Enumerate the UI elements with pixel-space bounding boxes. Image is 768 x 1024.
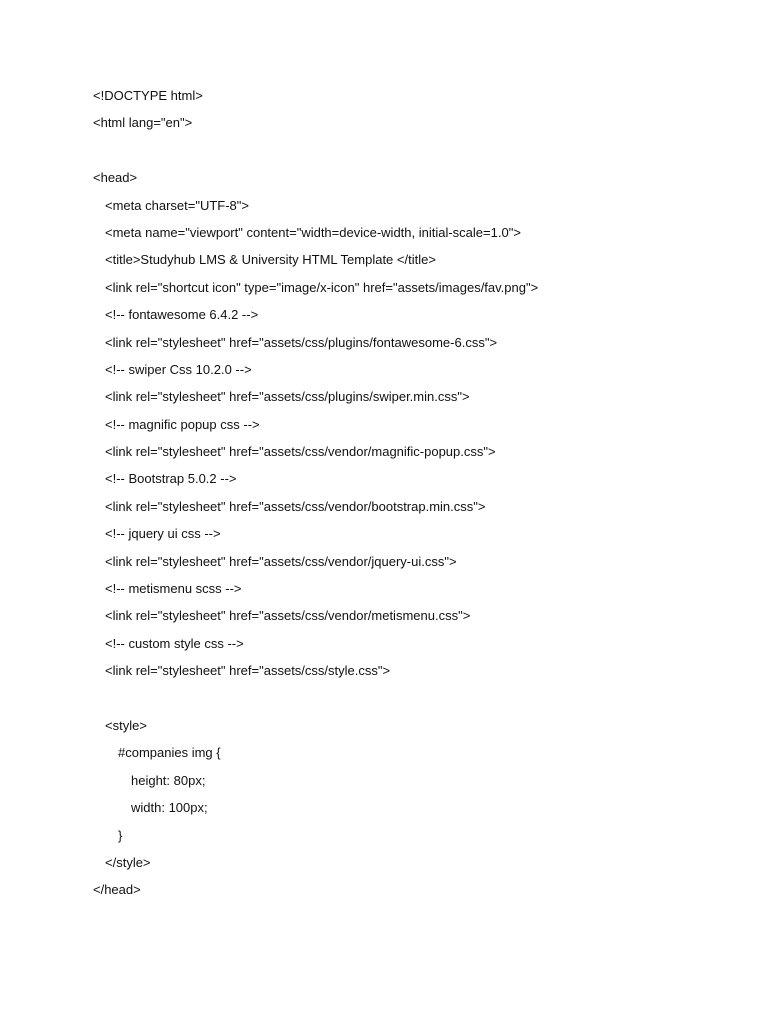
code-line-doctype: <!DOCTYPE html>	[93, 88, 203, 103]
code-line-link-fontawesome: <link rel="stylesheet" href="assets/css/plugins/fontawesome-6.css">	[105, 334, 498, 350]
code-line-style-close: </style>	[105, 854, 151, 870]
code-line-blank	[93, 690, 733, 717]
code-line-link-style: <link rel="stylesheet" href="assets/css/style.css">	[105, 663, 391, 679]
code-line-link-swiper: <link rel="stylesheet" href="assets/css/plugins/swiper.min.css">	[105, 389, 470, 405]
code-line-head-close: </head>	[93, 882, 141, 898]
code-line-css-width: width: 100px;	[131, 800, 208, 816]
code-line-html-open: <html lang="en">	[93, 115, 193, 131]
code-line-comment-swiper: <!-- swiper Css 10.2.0 -->	[105, 361, 252, 377]
code-line-comment-metismenu: <!-- metismenu scss -->	[105, 581, 242, 597]
code-line-comment-jquery-ui: <!-- jquery ui css -->	[105, 526, 221, 542]
code-line-link-bootstrap: <link rel="stylesheet" href="assets/css/vendor/bootstrap.min.css">	[105, 498, 486, 514]
code-line-css-height: height: 80px;	[131, 772, 206, 788]
code-line-comment-custom-style: <!-- custom style css -->	[105, 635, 244, 651]
code-line-comment-magnific: <!-- magnific popup css -->	[105, 416, 260, 432]
code-line-link-metismenu: <link rel="stylesheet" href="assets/css/vendor/metismenu.css">	[105, 608, 471, 624]
code-listing	[93, 87, 733, 909]
code-line-style-open: <style>	[105, 717, 147, 733]
code-line-css-close-brace: }	[118, 827, 123, 843]
code-line-meta-charset: <meta charset="UTF-8">	[105, 197, 249, 213]
code-line-link-jquery-ui: <link rel="stylesheet" href="assets/css/vendor/jquery-ui.css">	[105, 553, 457, 569]
code-line-head-open: <head>	[93, 170, 138, 186]
code-line-css-selector: #companies img {	[118, 745, 221, 761]
code-line-comment-fontawesome: <!-- fontawesome 6.4.2 -->	[105, 307, 259, 323]
code-line-title: <title>Studyhub LMS & University HTML Template </title>	[105, 252, 436, 268]
code-line-favicon-link: <link rel="shortcut icon" type="image/x-icon" href="assets/images/fav.png">	[105, 279, 539, 295]
code-line-link-magnific: <link rel="stylesheet" href="assets/css/vendor/magnific-popup.css">	[105, 444, 496, 460]
code-line-blank	[93, 142, 733, 169]
code-line-comment-bootstrap: <!-- Bootstrap 5.0.2 -->	[105, 471, 237, 487]
code-line-meta-viewport: <meta name="viewport" content="width=device-width, initial-scale=1.0">	[105, 224, 521, 240]
